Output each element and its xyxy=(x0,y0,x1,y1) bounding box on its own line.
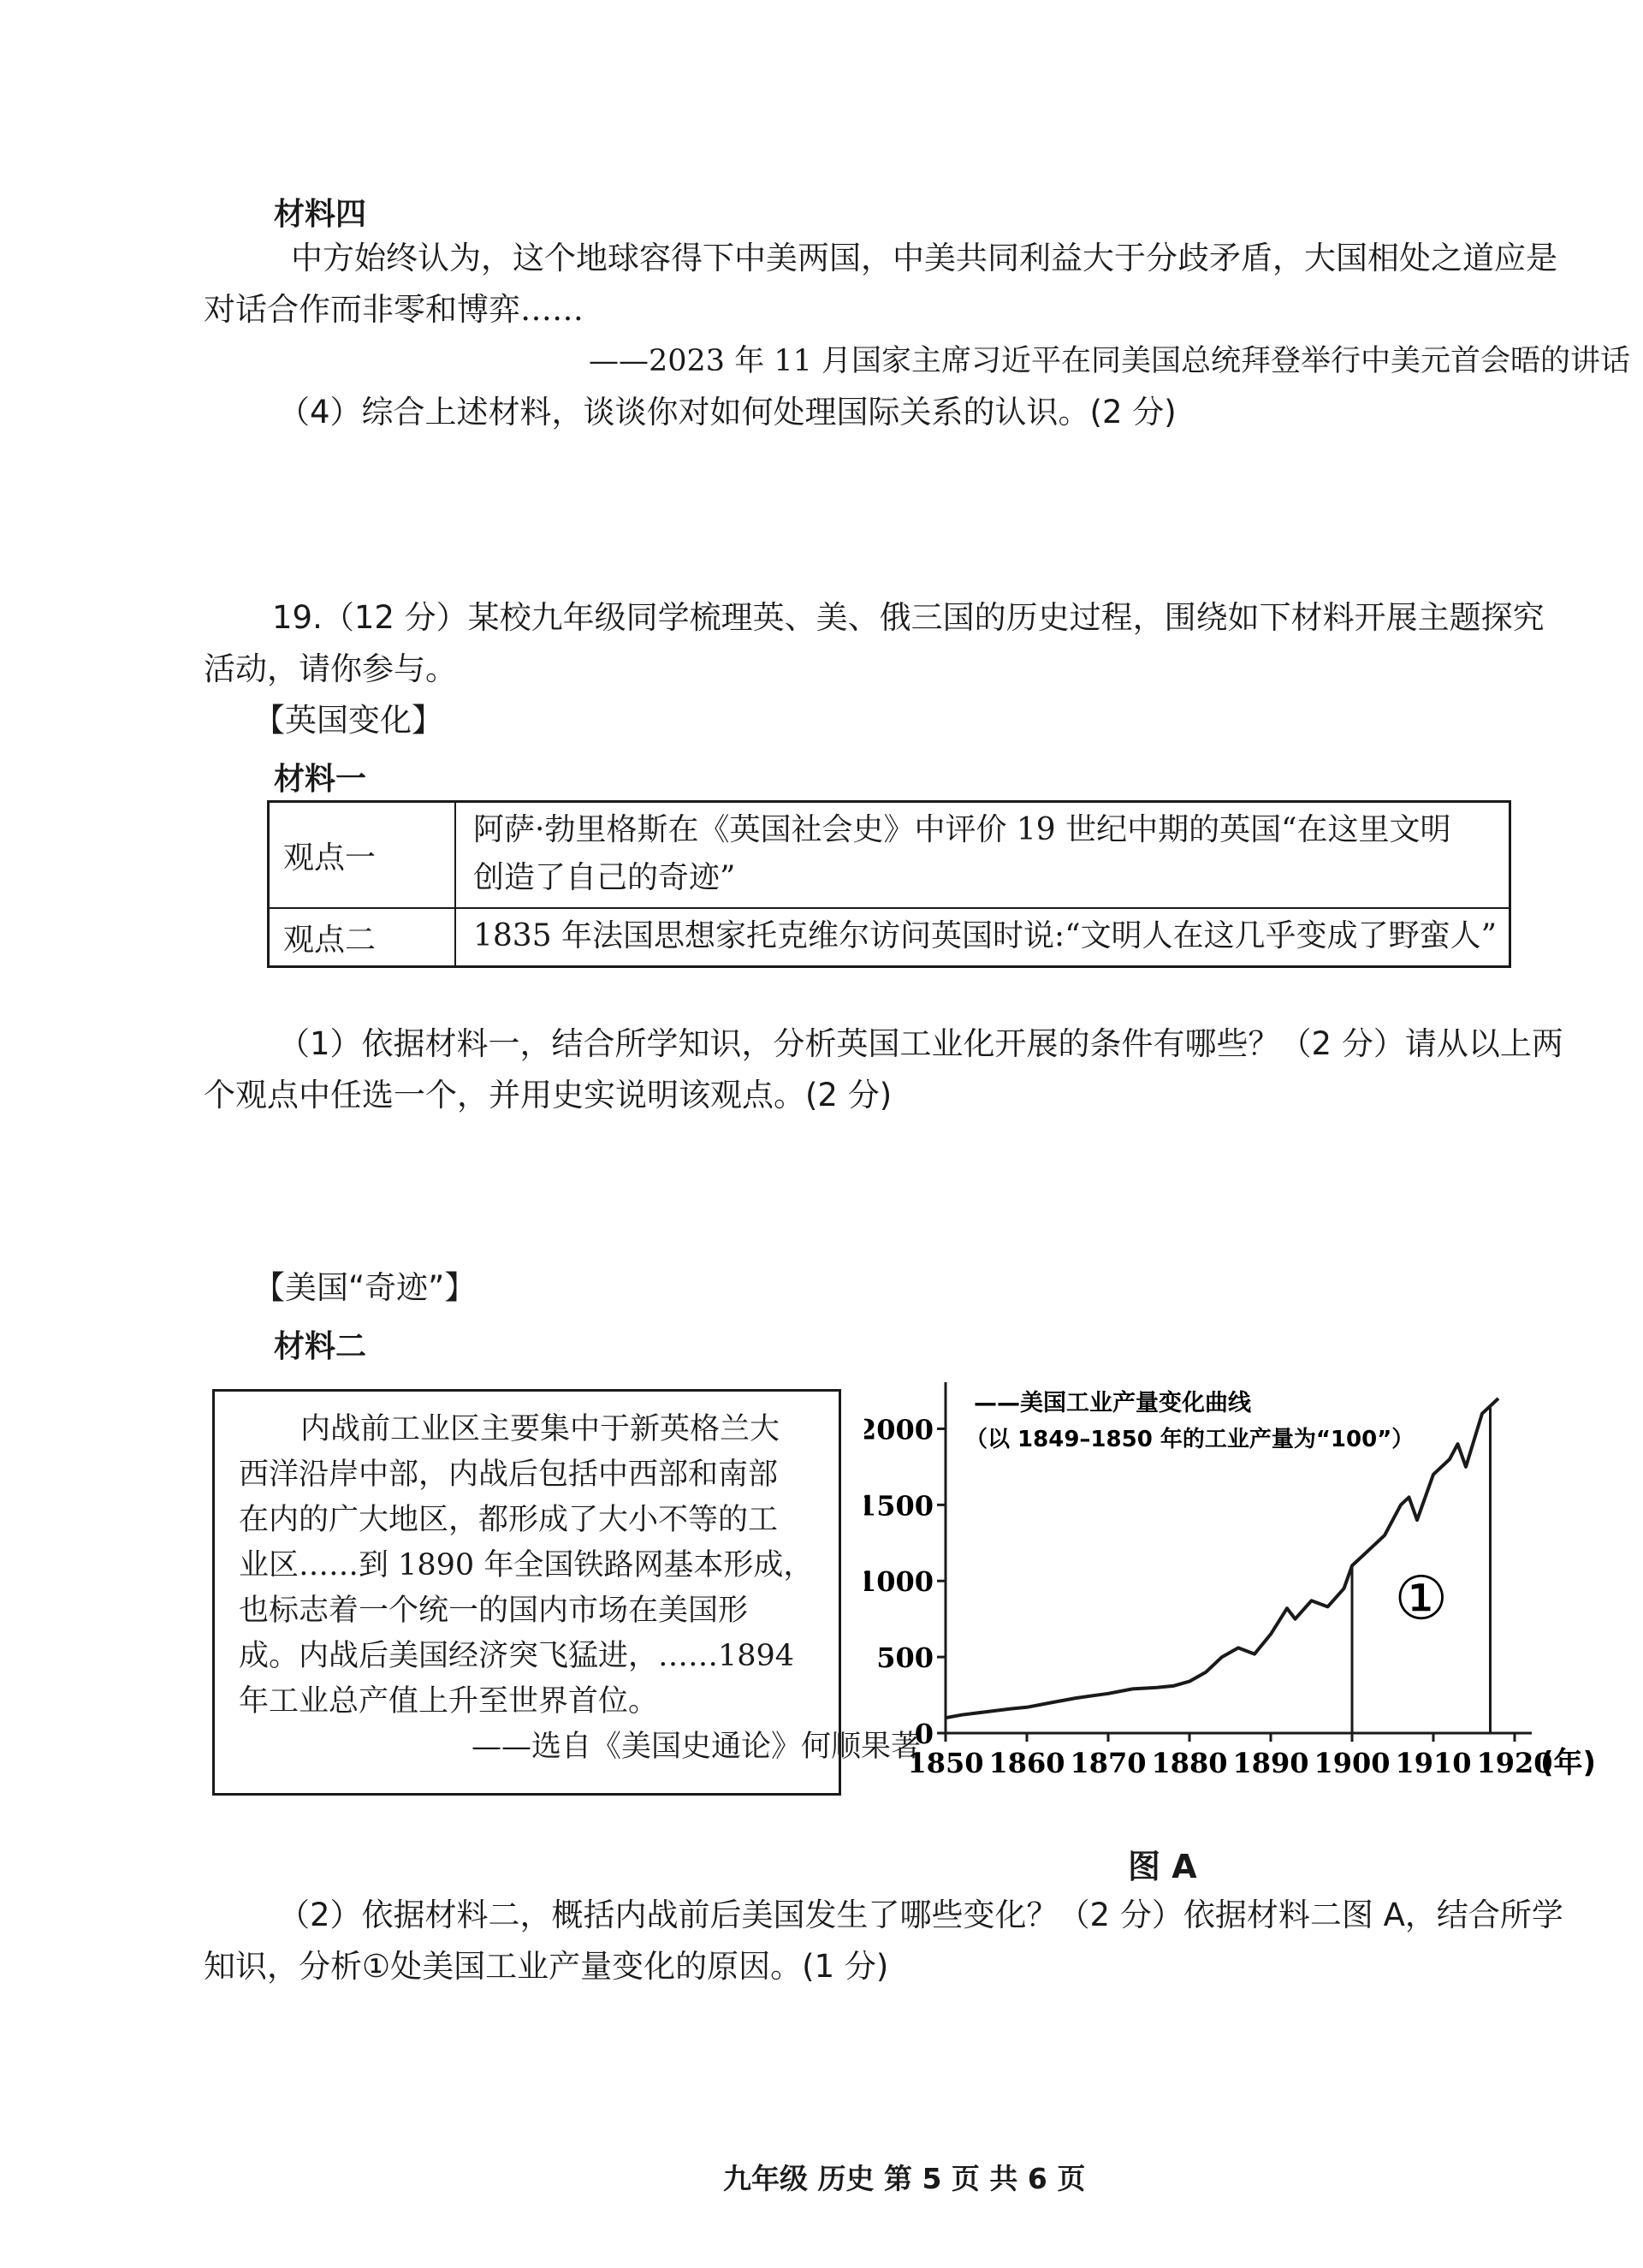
table-row xyxy=(269,908,1510,967)
chart-legend-line2: （以 1849–1850 年的工业产量为“100”） xyxy=(965,1427,1415,1452)
material2-line: 成。内战后美国经济突飞猛进，……1894 xyxy=(239,1639,795,1673)
viewpoint1-content xyxy=(455,802,1510,909)
y-tick-label: 1000 xyxy=(864,1565,934,1599)
x-tick-label: 1900 xyxy=(1314,1747,1391,1779)
material2-line: 业区……到 1890 年全国铁路网基本形成， xyxy=(239,1548,814,1582)
viewpoint1-line1: 阿萨·勃里格斯在《英国社会史》中评价 19 世纪中期的英国“在这里文明 xyxy=(473,812,1451,847)
material2-line: 西洋沿岸中部，内战后包括中西部和南部 xyxy=(239,1458,779,1492)
x-axis-unit: (年) xyxy=(1540,1746,1597,1780)
viewpoint2-line1: 1835 年法国思想家托克维尔访问英国时说:“文明人在这几乎变成了野蛮人” xyxy=(473,918,1497,953)
material2-line: 在内的广大地区，都形成了大小不等的工 xyxy=(239,1503,779,1537)
material2-line: 内战前工业区主要集中于新英格兰大 xyxy=(300,1412,780,1446)
viewpoint2-label: 观点二 xyxy=(269,908,456,967)
x-tick-label: 1890 xyxy=(1232,1747,1309,1779)
question-19-line2: 活动，请你参与。 xyxy=(204,650,457,687)
x-tick-label: 1850 xyxy=(907,1747,984,1779)
material2-source: ——选自《美国史通论》何顺果著 xyxy=(472,1730,922,1764)
viewpoint1-line2: 创造了自己的奇迹” xyxy=(473,860,736,895)
industrial-output-chart xyxy=(864,1378,1600,1806)
x-tick-label: 1910 xyxy=(1395,1747,1472,1779)
material1-heading: 材料一 xyxy=(274,762,367,797)
question-2-line1: （2）依据材料二，概括内战前后美国发生了哪些变化？（2 分）依据材料二图 A，结合所学 xyxy=(278,1897,1563,1933)
x-tick-label: 1860 xyxy=(988,1747,1065,1779)
y-tick-label: 500 xyxy=(876,1642,934,1675)
y-tick-label: 1500 xyxy=(864,1489,934,1523)
question-19-line1: 19.（12 分）某校九年级同学梳理英、美、俄三国的历史过程，围绕如下材料开展主题探究 xyxy=(272,599,1545,636)
y-ticks xyxy=(864,1413,946,1750)
x-tick-label: 1920 xyxy=(1476,1747,1553,1779)
material4-heading: 材料四 xyxy=(274,197,367,232)
material2-line: 年工业总产值上升至世界首位。 xyxy=(239,1684,659,1719)
question-4: （4）综合上述材料，谈谈你对如何处理国际关系的认识。(2 分) xyxy=(278,394,1177,430)
viewpoint2-content xyxy=(455,908,1510,967)
section-britain: 【英国变化】 xyxy=(253,702,443,739)
x-tick-label: 1880 xyxy=(1151,1747,1228,1779)
material4-text-line1: 中方始终认为，这个地球容得下中美两国，中美共同利益大于分歧矛盾，大国相处之道应是 xyxy=(291,240,1557,276)
table-row xyxy=(269,802,1510,909)
y-tick-label: 2000 xyxy=(864,1413,934,1446)
material2-heading: 材料二 xyxy=(274,1329,367,1364)
figure-caption: 图 A xyxy=(1128,1848,1197,1885)
chart-legend-line1: ——美国工业产量变化曲线 xyxy=(974,1390,1251,1416)
chart-svg xyxy=(864,1378,1600,1806)
material4-text-line2: 对话合作而非零和博弈…… xyxy=(204,291,584,328)
question-2-line2: 知识，分析①处美国工业产量变化的原因。(1 分) xyxy=(204,1948,889,1985)
x-ticks xyxy=(907,1733,1552,1779)
x-tick-label: 1870 xyxy=(1070,1747,1147,1779)
material4-source: ——2023 年 11 月国家主席习近平在同美国总统拜登举行中美元首会晤的讲话 xyxy=(589,344,1630,378)
question-1-line2: 个观点中任选一个，并用史实说明该观点。(2 分) xyxy=(204,1077,893,1113)
material2-line: 也标志着一个统一的国内市场在美国形 xyxy=(239,1594,749,1628)
section-usa: 【美国“奇迹”】 xyxy=(253,1269,477,1306)
viewpoints-table xyxy=(267,800,1511,968)
y-tick-label: 0 xyxy=(914,1718,934,1750)
viewpoint1-label: 观点一 xyxy=(269,802,456,909)
page-footer: 九年级 历史 第 5 页 共 6 页 xyxy=(723,2162,1086,2195)
question-1-line1: （1）依据材料一，结合所学知识，分析英国工业化开展的条件有哪些？（2 分）请从以上两 xyxy=(278,1025,1563,1062)
region-label: ① xyxy=(1394,1563,1449,1634)
